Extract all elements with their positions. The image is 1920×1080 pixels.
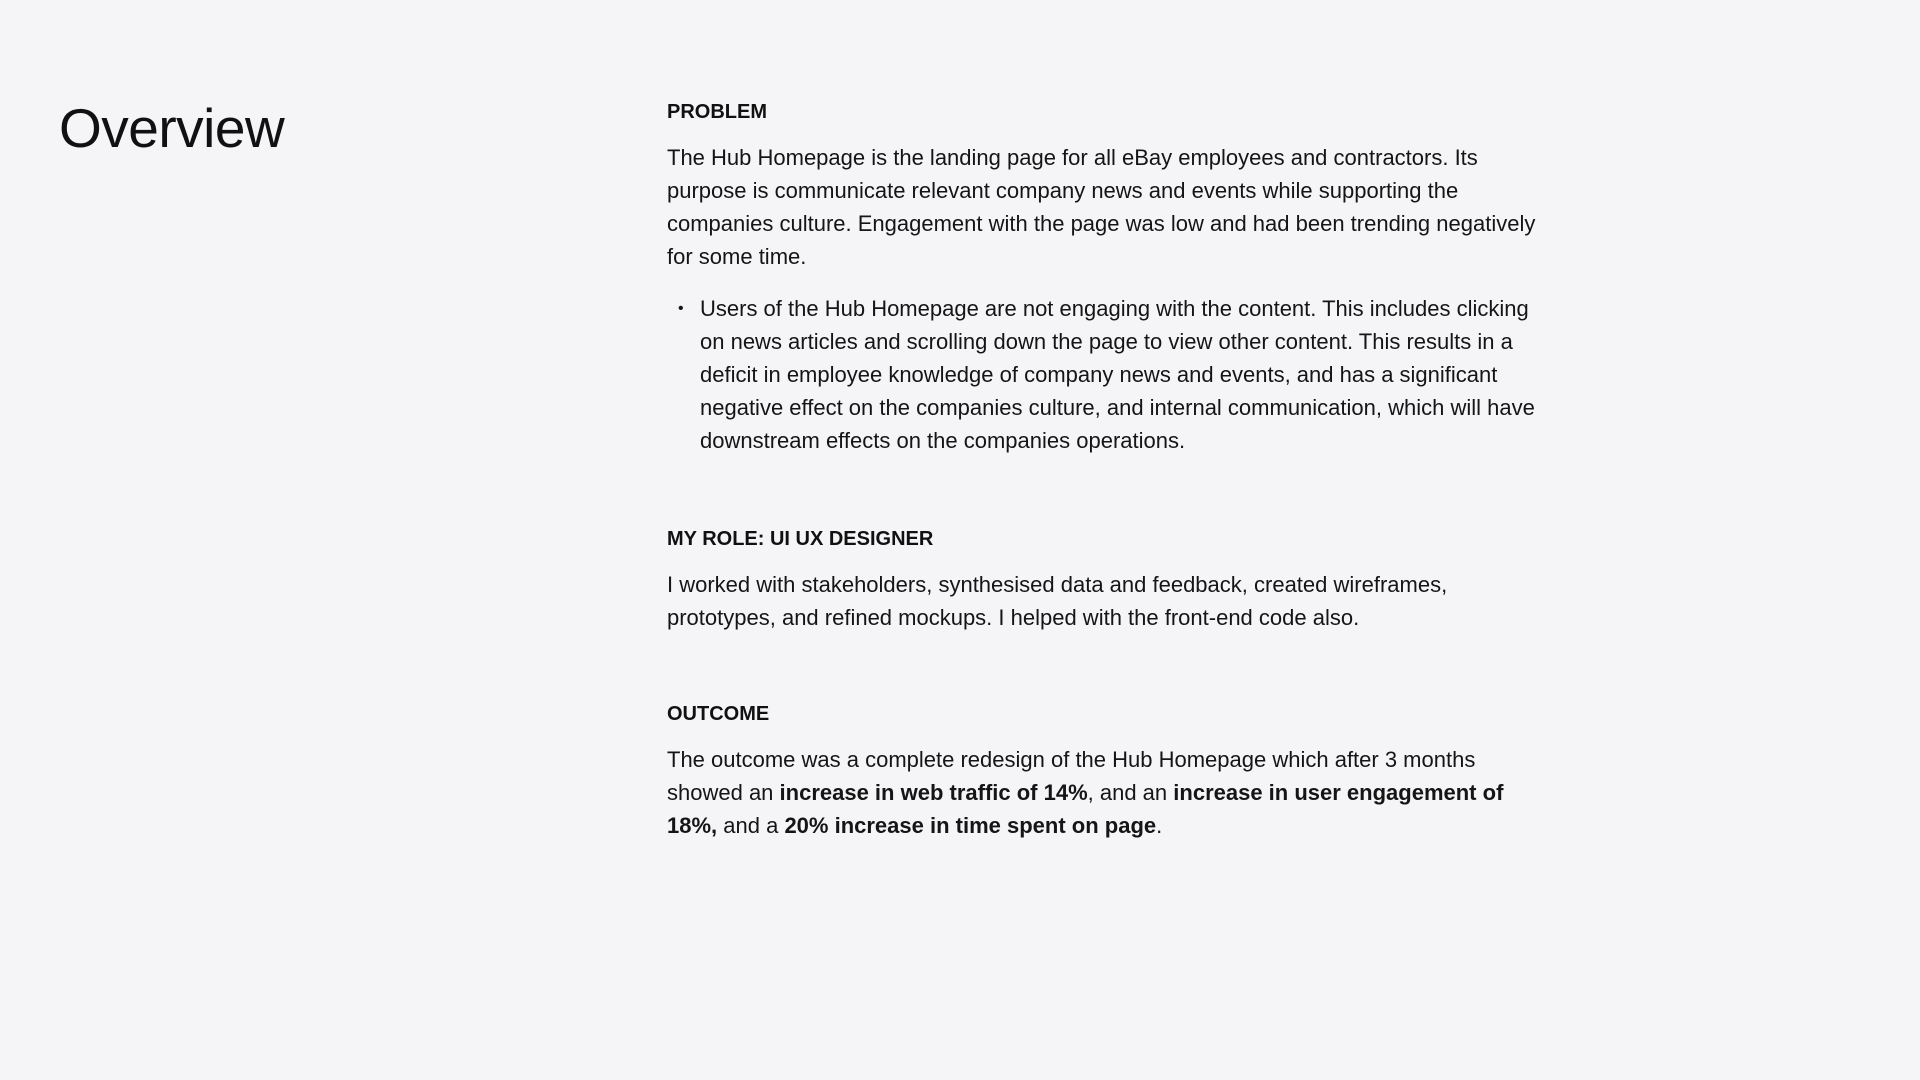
problem-paragraph: The Hub Homepage is the landing page for all eBay employees and contractors. Its purpose is communicate relevant company news and events while supporting the companies culture. Engagement with the page was low and had been trending negatively for some time. <box>667 145 1536 269</box>
role-heading: MY ROLE: UI UX DESIGNER <box>667 528 934 550</box>
outcome-text-1: The outcome was a complete redesign of the Hub Homepage which after 3 months showed an <box>667 747 1476 805</box>
outcome-heading: OUTCOME <box>667 703 770 725</box>
list-item: • Users of the Hub Homepage are not engaging with the content. This includes clicking on news articles and scrolling down the page to view other content. This results in a deficit in employee knowledge of company news and events, and has a significant negative effect on the companies culture, and internal communication, which will have downstream effects on the companies operations. <box>700 292 1552 457</box>
time-on-page-highlight: 20% increase in time spent on page <box>784 813 1157 838</box>
outcome-section <box>667 702 1552 842</box>
outcome-text-3: and a <box>717 813 785 838</box>
role-section <box>667 527 1552 634</box>
overview-content <box>667 100 1552 842</box>
outcome-text-4: . <box>1156 813 1163 838</box>
outcome-text-2: , and an <box>1087 780 1174 805</box>
page-title: Overview <box>59 97 285 159</box>
outcome-paragraph <box>667 743 1552 842</box>
web-traffic-highlight: increase in web traffic of 14% <box>779 780 1088 805</box>
problem-heading: PROBLEM <box>667 101 767 123</box>
role-paragraph: I worked with stakeholders, synthesised data and feedback, created wireframes, prototypes, and refined mockups. I helped with the front-end code also. <box>667 572 1448 630</box>
problem-section <box>667 100 1552 457</box>
user-engagement-highlight: increase in user engagement of 18%, <box>667 780 1504 838</box>
problem-bullet-list <box>667 292 1552 457</box>
